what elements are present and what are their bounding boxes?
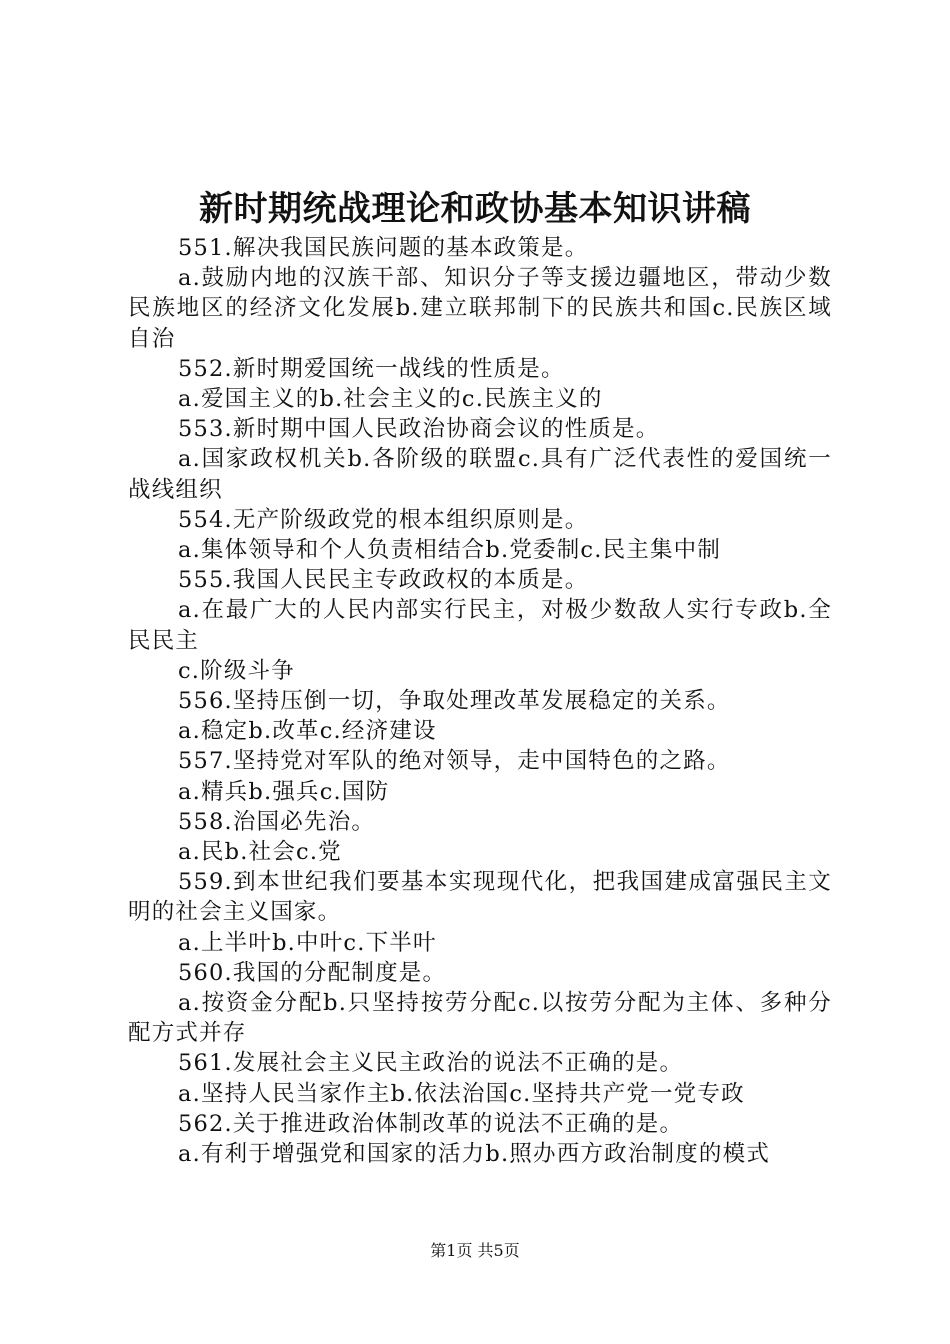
document-body xyxy=(128,233,832,1169)
question-paragraph: 561.发展社会主义民主政治的说法不正确的是。 xyxy=(178,1050,684,1077)
options-paragraph: a.爱国主义的b.社会主义的c.民族主义的 xyxy=(178,386,603,413)
question-paragraph: 554.无产阶级政党的根本组织原则是。 xyxy=(178,506,589,533)
question-paragraph: 559.到本世纪我们要基本实现现代化，把我国建成富强民主文明的社会主义国家。 xyxy=(128,869,832,926)
question-paragraph: 556.坚持压倒一切，争取处理改革发展稳定的关系。 xyxy=(178,688,731,715)
options-paragraph: a.按资金分配b.只坚持按劳分配c.以按劳分配为主体、多种分配方式并存 xyxy=(128,990,832,1047)
page-footer: 第1页 共5页 xyxy=(430,1241,520,1260)
question-paragraph: 562.关于推进政治体制改革的说法不正确的是。 xyxy=(178,1110,684,1137)
options-paragraph: a.民b.社会c.党 xyxy=(178,839,342,866)
options-paragraph: a.在最广大的人民内部实行民主，对极少数敌人实行专政b.全民民主 xyxy=(128,597,832,654)
question-paragraph: 557.坚持党对军队的绝对领导，走中国特色的之路。 xyxy=(178,748,731,775)
options-paragraph: a.稳定b.改革c.经济建设 xyxy=(178,718,437,745)
options-paragraph: a.鼓励内地的汉族干部、知识分子等支援边疆地区，带动少数民族地区的经济文化发展b.建立联邦制下的民族共和国c.民族区域自治 xyxy=(128,265,832,352)
document-title: 新时期统战理论和政协基本知识讲稿 xyxy=(199,189,751,229)
question-paragraph: 555.我国人民民主专政政权的本质是。 xyxy=(178,567,589,594)
options-paragraph: a.集体领导和个人负责相结合b.党委制c.民主集中制 xyxy=(178,537,722,564)
question-paragraph: 552.新时期爱国统一战线的性质是。 xyxy=(178,355,565,382)
question-paragraph: 553.新时期中国人民政治协商会议的性质是。 xyxy=(178,416,660,443)
options-paragraph: a.精兵b.强兵c.国防 xyxy=(178,778,390,805)
options-paragraph: a.坚持人民当家作主b.依法治国c.坚持共产党一党专政 xyxy=(178,1080,745,1107)
options-paragraph: c.阶级斗争 xyxy=(178,657,295,684)
question-paragraph: 560.我国的分配制度是。 xyxy=(178,959,447,986)
options-paragraph: a.国家政权机关b.各阶级的联盟c.具有广泛代表性的爱国统一战线组织 xyxy=(128,446,832,503)
question-paragraph: 551.解决我国民族问题的基本政策是。 xyxy=(178,235,589,261)
options-paragraph: a.上半叶b.中叶c.下半叶 xyxy=(178,929,437,956)
options-paragraph: a.有利于增强党和国家的活力b.照办西方政治制度的模式 xyxy=(178,1141,771,1168)
question-paragraph: 558.治国必先治。 xyxy=(178,808,376,835)
